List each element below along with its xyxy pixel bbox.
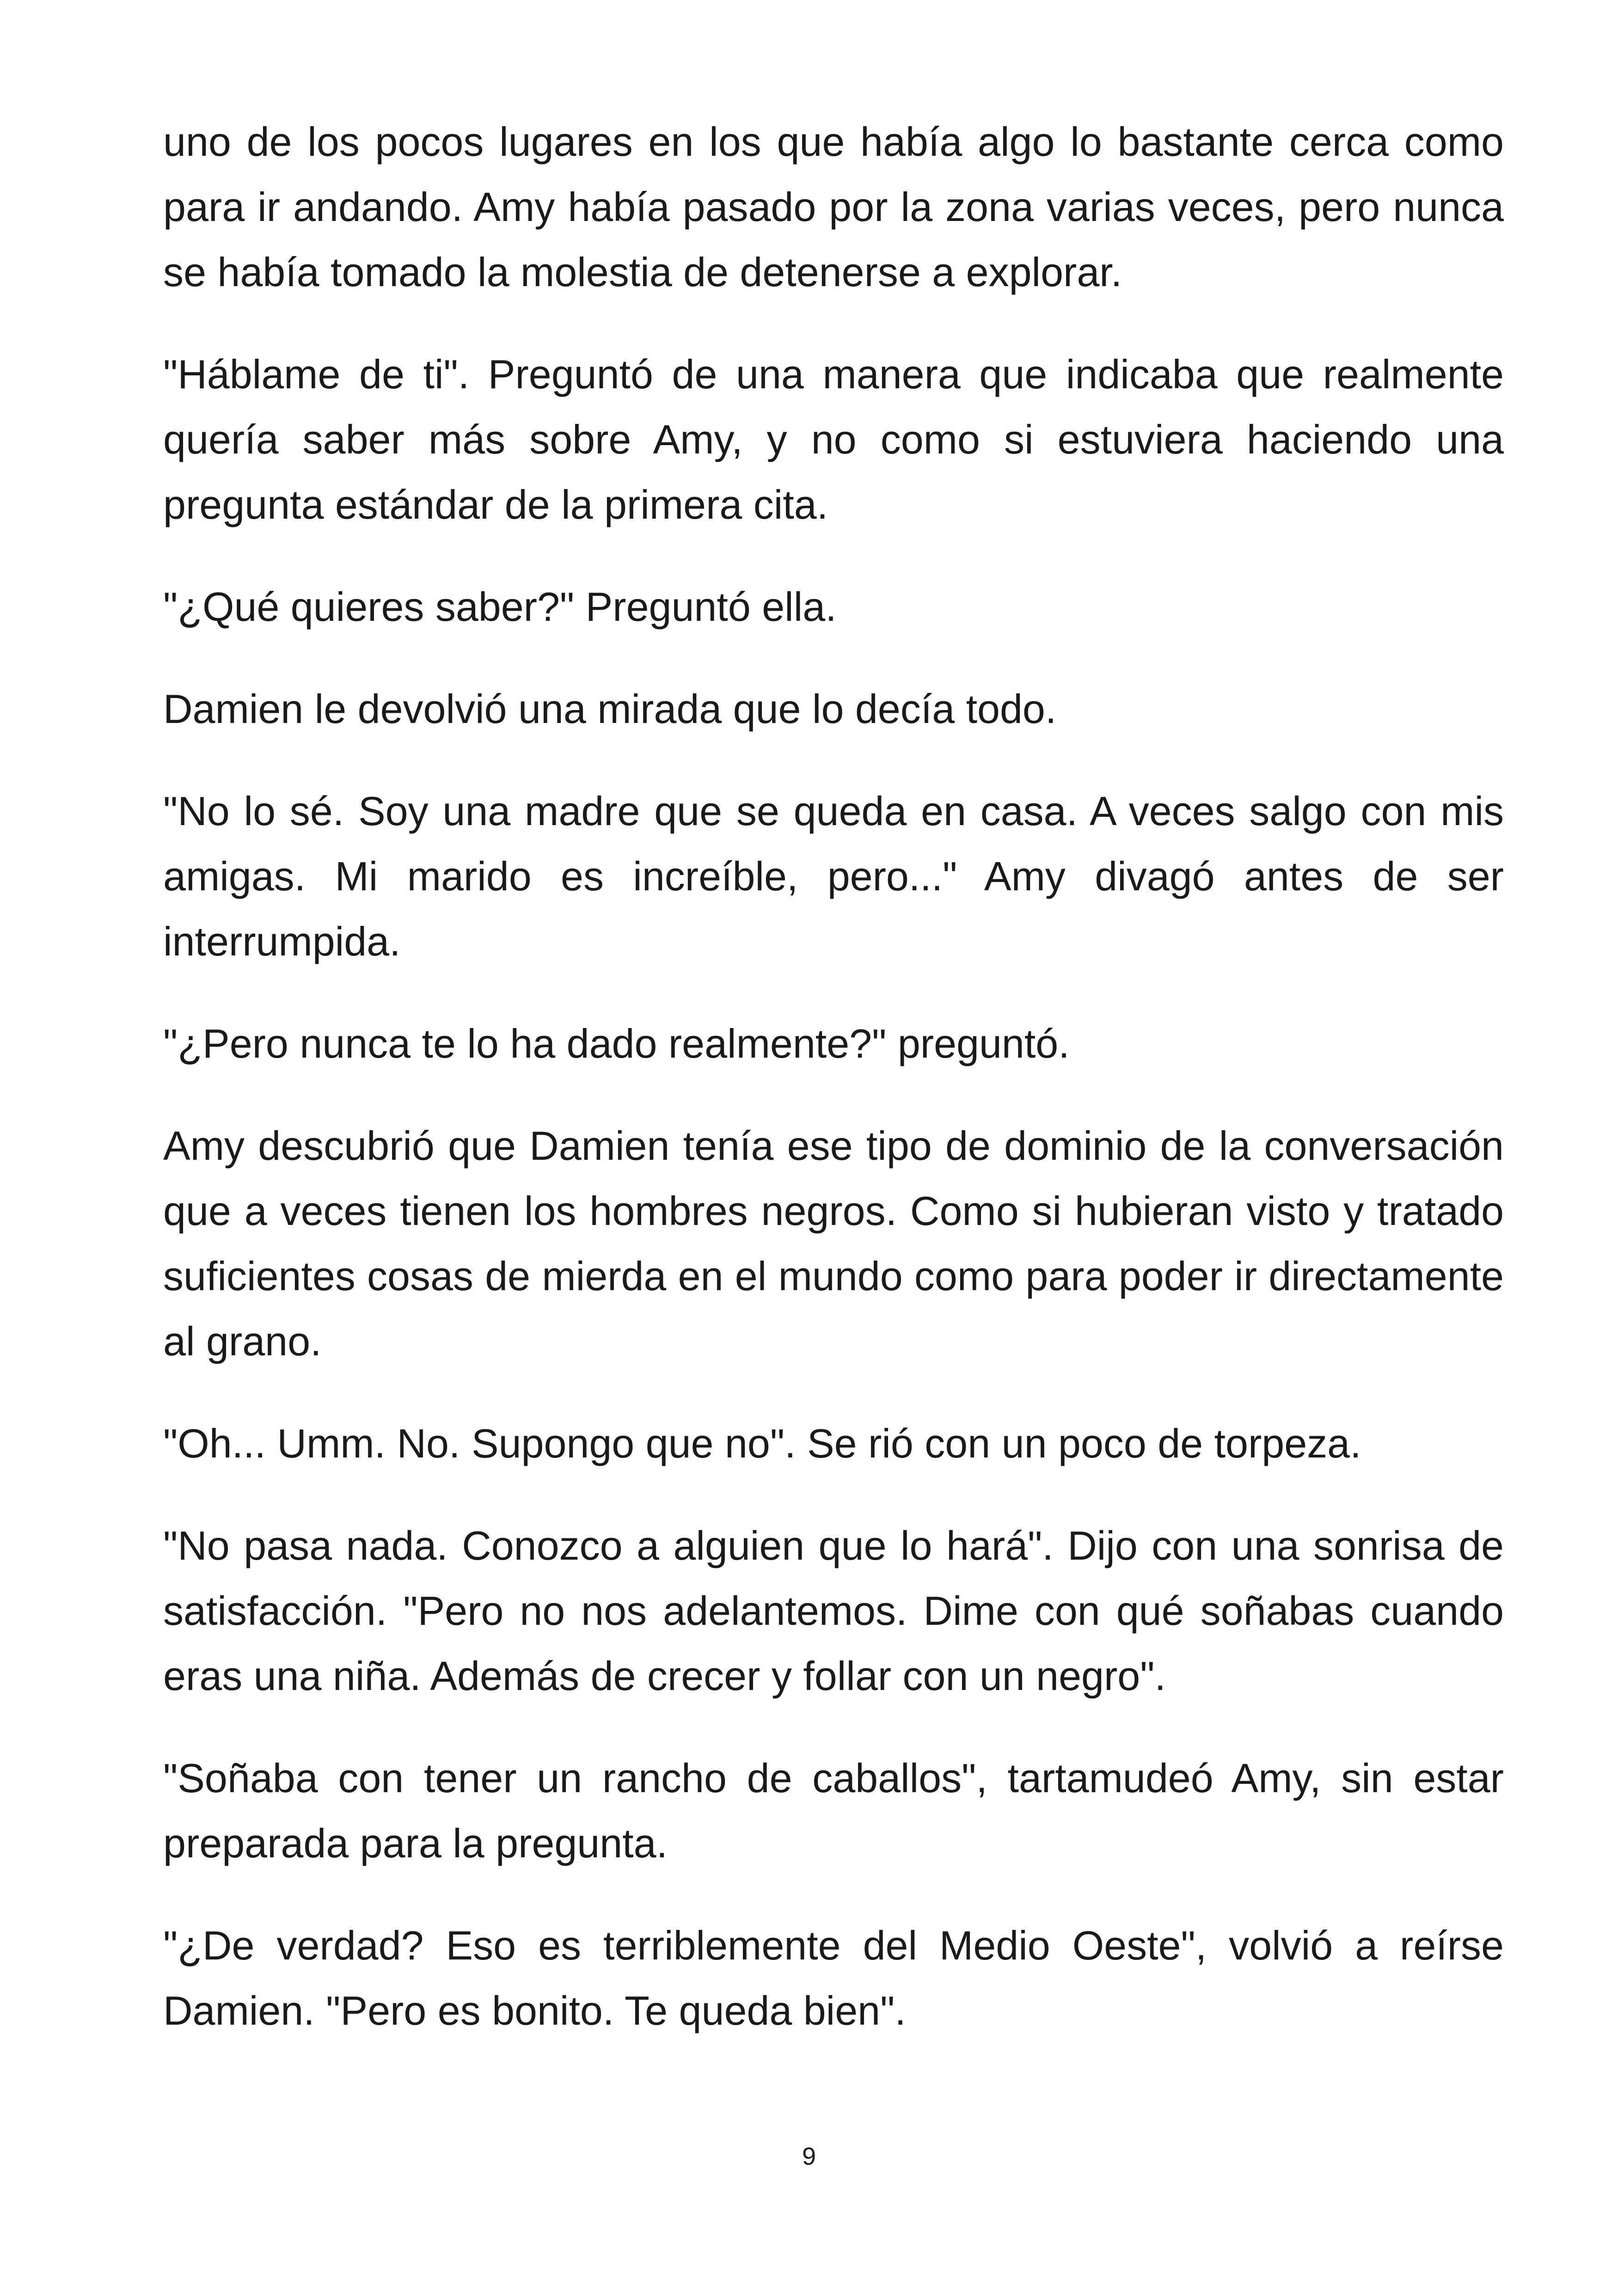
paragraph-11: "¿De verdad? Eso es terriblemente del Medio Oeste", volvió a reírse Damien. "Pero es bonito. Te queda bien".	[163, 1923, 1504, 2033]
page-body	[163, 109, 1504, 2080]
paragraph-9: "No pasa nada. Conozco a alguien que lo hará". Dijo con una sonrisa de satisfacción. "Pero no nos adelantemos. Dime con qué soñabas cuando eras una niña. Además de crecer y follar con un negro".	[163, 1523, 1504, 1699]
page-number: 9	[802, 2143, 816, 2170]
paragraph-3: "¿Qué quieres saber?" Preguntó ella.	[163, 584, 837, 630]
paragraph-8: "Oh... Umm. No. Supongo que no". Se rió con un poco de torpeza.	[163, 1420, 1361, 1466]
paragraph-10: "Soñaba con tener un rancho de caballos", tartamudeó Amy, sin estar preparada para la pregunta.	[163, 1755, 1504, 1866]
paragraph-4: Damien le devolvió una mirada que lo decía todo.	[163, 686, 1057, 732]
paragraph-7: Amy descubrió que Damien tenía ese tipo de dominio de la conversación que a veces tienen los hombres negros. Como si hubieran visto y tratado suficientes cosas de mierda en el mundo como para poder ir directamente al grano.	[163, 1123, 1504, 1364]
paragraph-5: "No lo sé. Soy una madre que se queda en casa. A veces salgo con mis amigas. Mi marido es increíble, pero..." Amy divagó antes de ser interrumpida.	[163, 788, 1504, 964]
paragraph-2: "Háblame de ti". Preguntó de una manera que indicaba que realmente quería saber más sobre Amy, y no como si estuviera haciendo una pregunta estándar de la primera cita.	[163, 351, 1504, 527]
paragraph-6: "¿Pero nunca te lo ha dado realmente?" preguntó.	[163, 1021, 1070, 1066]
paragraph-1: uno de los pocos lugares en los que había algo lo bastante cerca como para ir andando. Amy había pasado por la zona varias veces, pero nunca se había tomado la molestia de detenerse a explorar.	[163, 119, 1504, 295]
